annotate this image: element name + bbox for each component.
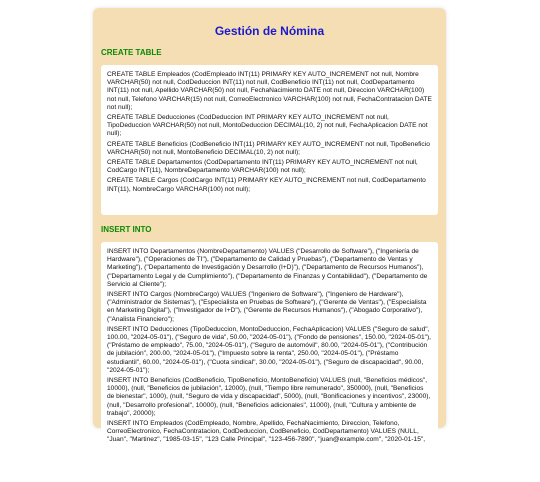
create-statement-deducciones: CREATE TABLE Deducciones (CodDeduccion INT PRIMARY KEY AUTO_INCREMENT not null, TipoDeduccion VARCHAR(50) not null, MontoDeduccion DECIMAL(10, 2) not null, FechaAplicacion DATE not null); bbox=[107, 114, 428, 138]
insert-statement-beneficios: INSERT INTO Beneficios (CodBeneficio, TipoBeneficio, MontoBeneficio) VALUES (null, "Beneficios médicos", 10000), (null, "Beneficios de jubilación", 12000), (null, "Tiempo libre remunerado", 350000), (null, "Beneficios de bienestar", 1000), (null, "Seguro de vida y discapacidad", 5000), (null, "Bonificaciones y incentivos", 23000), (null, "Desarrollo profesional", 10000), (null, "Beneficios adicionales", 11000), (null, "Cultura y ambiente de trabajo", 20000); bbox=[107, 377, 431, 417]
insert-statement-cargos: INSERT INTO Cargos (NombreCargo) VALUES ("Ingeniero de Software"), ("Ingeniero de Hardware"), ("Administrador de Sistemas"), ("Especialista en Pruebas de Software"), ("Gerente de Ventas"), ("Especialista en Marketing Digital"), ("Investigador de I+D"), ("Gerente de Recursos Humanos"), ("Abogado Corporativo"), ("Analista Financiero"); bbox=[107, 291, 427, 323]
create-statement-departamentos: CREATE TABLE Departamentos (CodDepartamento INT(11) PRIMARY KEY AUTO_INCREMENT not null, CodCargo INT(11), NombreDepartamento VARCHAR(100) not null); bbox=[107, 159, 418, 175]
create-statement-empleados: CREATE TABLE Empleados (CodEmpleado INT(11) PRIMARY KEY AUTO_INCREMENT not null, Nombre VARCHAR(50) not null, CodDeduccion INT(11) not null, CodBeneficio INT(11) not null, CodDepartamento INT(11) not null, Apellido VARCHAR(50) not null, FechaNacimiento DATE not null, Direccion VARCHAR(100) not null, Telefono VARCHAR(15) not null, CorreoElectronico VARCHAR(100) not null, FechaContratacion DATE not null); bbox=[107, 71, 432, 111]
payroll-panel bbox=[93, 8, 446, 444]
insert-statement-departamentos: INSERT INTO Departamentos (NombreDepartamento) VALUES ("Desarrollo de Software"), ("Ingeniería de Hardware"), ("Operaciones de TI"), ("Departamento de Calidad y Pruebas"), ("Departamento de Ventas y Marketing"), ("Departamento de Investigación y Desarrollo (I+D)"), ("Departamento de Recursos Humanos"), ("Departamento Legal y de Cumplimiento"), ("Departamento de Finanzas y Contabilidad"), ("Departamento de Servicio al Cliente"); bbox=[107, 248, 428, 288]
insert-statement-deducciones: INSERT INTO Deducciones (TipoDeduccion, MontoDeduccion, FechaAplicacion) VALUES ("Seguro de salud", 100.00, "2024-05-01"), ("Seguro de vida", 50.00, "2024-05-01"), ("Fondo de pensiones", 150.00, "2024-05-01"), ("Préstamo de empleado", 75.00, "2024-05-01"), ("Seguro de automóvil", 80.00, "2024-05-01"), ("Contribución de jubilación", 200.00, "2024-05-01"), ("Impuesto sobre la renta", 250.00, "2024-05-01"), ("Préstamo estudiantil", 60.00, "2024-05-01"), ("Cuota sindical", 30.00, "2024-05-01"), ("Seguro de discapacidad", 90.00, "2024-05-01"); bbox=[107, 325, 431, 374]
create-statement-beneficios: CREATE TABLE Beneficios (CodBeneficio INT(11) PRIMARY KEY AUTO_INCREMENT not null, TipoBeneficio VARCHAR(50) not null, MontoBeneficio DECIMAL(10, 2) not null); bbox=[107, 140, 430, 156]
create-table-heading: CREATE TABLE bbox=[101, 48, 162, 57]
page-title: Gestión de Nómina bbox=[214, 24, 325, 38]
create-table-statements bbox=[101, 65, 438, 215]
insert-into-statements bbox=[101, 242, 438, 482]
create-statement-cargos: CREATE TABLE Cargos (CodCargo INT(11) PRIMARY KEY AUTO_INCREMENT not null, CodDepartamento INT(11), NombreCargo VARCHAR(100) not null); bbox=[107, 177, 426, 193]
insert-statement-empleados: INSERT INTO Empleados (CodEmpleado, Nombre, Apellido, FechaNacimiento, Direccion, Telefono, CorreoElectronico, FechaContratacion, CodDeduccion, CodBeneficio, CodDepartamento) VALUES (NULL, "Juan", "Martinez", "1985-03-15", "123 Calle Principal", "123-456-7890", "juan@example.com", "2020-01-15", bbox=[107, 420, 426, 444]
insert-into-heading: INSERT INTO bbox=[101, 225, 152, 234]
